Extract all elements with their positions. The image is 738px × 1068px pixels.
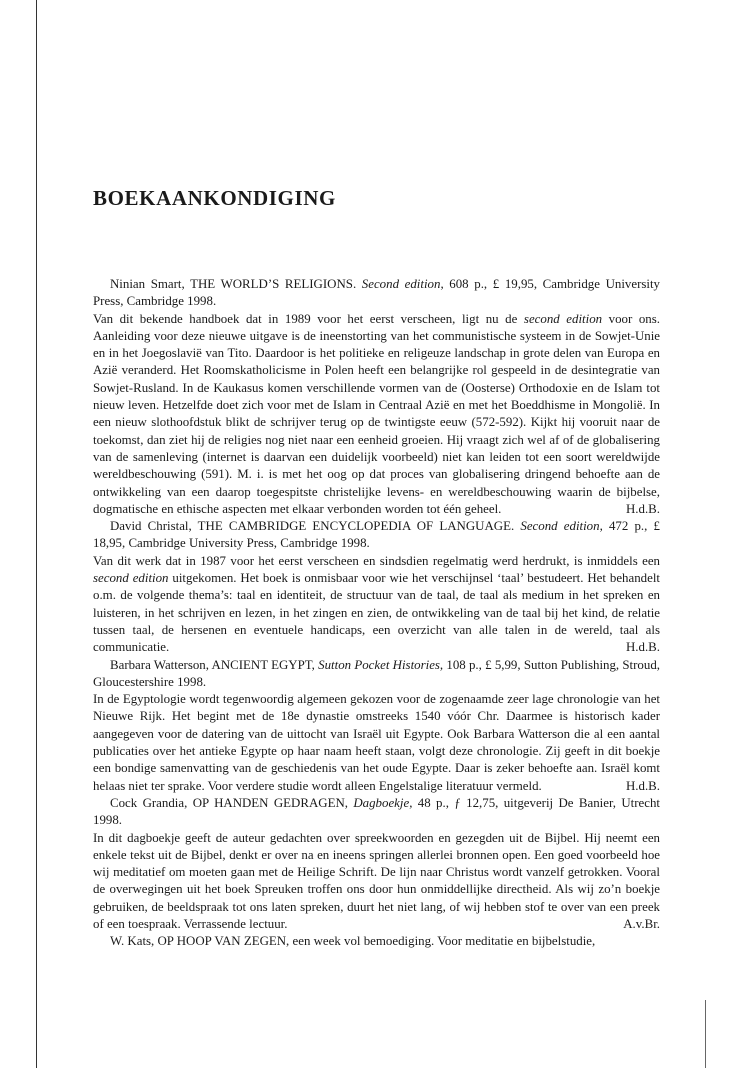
citation-title: OP HANDEN GEDRAGEN,: [192, 795, 354, 810]
reviewer-signature: H.d.B.: [625, 501, 660, 516]
review-citation: [93, 657, 660, 692]
citation-edition: Sutton Pocket Histories,: [318, 657, 444, 672]
citation-edition: Second edition,: [361, 277, 444, 291]
citation-title: ANCIENT EGYPT,: [211, 657, 319, 672]
citation-title: THE WORLD’S RELIGIONS.: [190, 277, 362, 291]
citation-author: Cock Grandia,: [110, 795, 193, 810]
citation-edition: Dagboekje,: [353, 795, 413, 810]
review-text: Van dit werk dat in 1987 voor het eerst verscheen en sindsdien regelmatig werd herdrukt, is inmiddels een second edition uitgekomen. Het boek is onmisbaar voor wie het verschijnsel ‘taal’ bestudeert. Het behandelt o.m. de volgende thema’s: taal en identiteit, de structuur van de taal, de taal als medium in het spreken en luisteren, in het schrijven en lezen, in het zingen en zien, de ontwikkeling van de taal bij het kind, de relatie tussen taal, de hersenen en eventuele handicaps, een overzicht van alle talen in de wereld, taal als communicatie. H.d.B.: [93, 553, 660, 657]
review-text: Van dit bekende handboek dat in 1989 voor het eerst verscheen, ligt nu de second edition voor ons. Aanleiding voor deze nieuwe uitgave is de ineenstorting van het communistische systeem in de Sowjet-Unie en in het Joegoslavië van Tito. Daardoor is het politieke en religeuze landschap in grote delen van Europa en Azië veranderd. Het Roomskatholicisme in Polen heeft een belangrijke rol gespeeld in de desintegratie van Sowjet-Rusland. In de Kaukasus komen verschillende vormen van de (Oosterse) Orthodoxie en de Islam tot nieuw leven. Hetzelfde doet zich voor met de Islam in Centraal Azië en met het Boeddhisme in Mongolië. In een nieuw slothoofdstuk blikt de schrijver terug op de twintigste eeuw (572-592). Kijkt hij vooruit naar de toekomst, dan ziet hij de religies nog niet naar een eenheid groeien. Hij vraagt zich wel af of de globalisering van de samenleving (internet is daarvan een duidelijk voorbeeld) niet kan leiden tot een soort wereldwijde wereldbeschouwing (591). M. i. is met het oog op dat proces van globalisering dringend behoefte aan de ontwikkeling van een daarop toegespitste christelijke levens- en wereldbeschouwing waarin de bijbelse, dogmatische en ethische aspecten met elkaar verbonden worden tot één geheel. H.d.B.: [93, 311, 660, 519]
citation-author: Ninian Smart,: [110, 277, 191, 291]
citation-details: 472 p., £ 18,95, Cambridge University Press, Cambridge 1998.: [93, 519, 660, 551]
reviewer-signature: A.v.Br.: [623, 916, 660, 931]
review-text: In dit dagboekje geeft de auteur gedachten over spreekwoorden en gezegden uit de Bijbel. Hij neemt een enkele tekst uit de Bijbel, denkt er over na en ineens springen allerlei bronnen open. Een goed voorbeeld hoe wij meditatief om moeten gaan met de Heilige Schrift. De lijn naar Christus wordt vanzelf getrokken. Vooral de overwegingen uit het boek Spreuken troffen ons door hun onmiddellijke directheid. Als wij zo’n boekje gebruiken, de beeldspraak tot ons laten spreken, duurt het niet lang, of wij hebben stof te over van een preek of een toespraak. Verrassende lectuur. A.v.Br.: [93, 830, 660, 934]
page-heading: BOEKAANKONDIGING: [93, 186, 336, 210]
citation-author: David Christal,: [110, 519, 198, 534]
citation-edition: Second edition,: [520, 519, 603, 534]
review-citation: W. Kats, OP HOOP VAN ZEGEN, een week vol bemoediging. Voor meditatie en bijbelstudie,: [110, 934, 596, 949]
citation-author: Barbara Watterson,: [110, 657, 212, 672]
review-citation: [93, 276, 660, 311]
review-column: [93, 276, 660, 951]
review-citation: [93, 518, 660, 553]
reviewer-signature: H.d.B.: [625, 778, 660, 793]
citation-details: 108 p., £ 5,99, Sutton Publishing, Stroud, Gloucestershire 1998.: [93, 657, 660, 689]
page-edge-rule: [705, 1000, 706, 1068]
citation-details: 608 p., £ 19,95, Cambridge University Press, Cambridge 1998.: [93, 277, 661, 309]
citation-details: 48 p., ƒ 12,75, uitgeverij De Banier, Utrecht 1998.: [93, 795, 660, 828]
review-citation: [93, 795, 660, 830]
reviewer-signature: H.d.B.: [625, 640, 660, 655]
citation-title: THE CAMBRIDGE ENCYCLOPEDIA OF LANGUAGE.: [197, 519, 521, 534]
page-margin-rule: [36, 0, 37, 1068]
review-text: In de Egyptologie wordt tegenwoordig algemeen gekozen voor de zogenaamde zeer lage chronologie van het Nieuwe Rijk. Het begint met de 18e dynastie omstreeks 1540 vóór Chr. Daarmee is historisch kader aangegeven voor de datering van de uittocht van Israël uit Egypte. Ook Barbara Watterson die al een aantal publicaties over het antieke Egypte op haar naam heeft staan, volgt deze chronologie. Zij geeft in dit boekje een bondige samenvatting van de geschiedenis van het oude Egypte. Daar is zeker behoefte aan. Israël komt helaas niet ter sprake. Voor verdere studie wordt alleen Engelstalige literatuur vermeld. H.d.B.: [93, 691, 660, 795]
